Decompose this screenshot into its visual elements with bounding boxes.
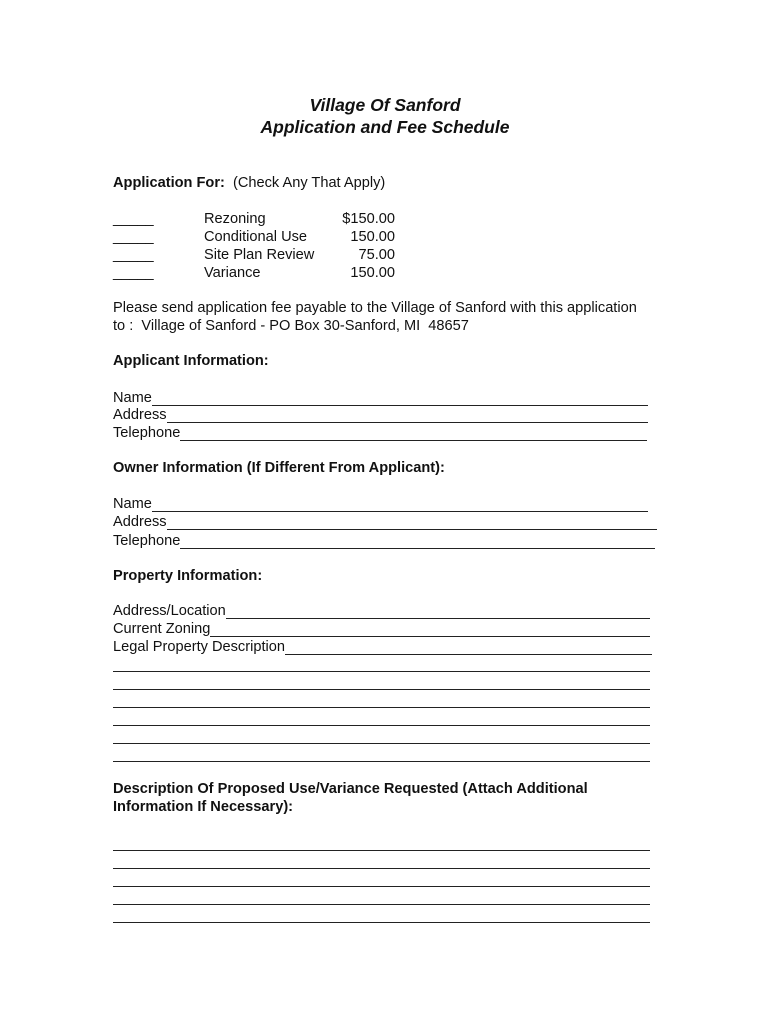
property-address-field[interactable] [113,602,650,620]
applicant-address-field[interactable] [113,406,648,424]
legal-description-line[interactable] [113,725,650,726]
fee-amount: $150.00 [342,211,395,227]
legal-description-field[interactable] [113,638,652,656]
legal-description-line[interactable] [113,743,650,744]
legal-description-line[interactable] [113,689,650,690]
fee-amount: 150.00 [350,229,395,245]
legal-description-line[interactable] [113,761,650,762]
fill-line[interactable] [167,515,657,530]
fee-amount: 75.00 [358,247,395,263]
legal-description-line[interactable] [113,707,650,708]
field-label: Name [113,496,152,512]
description-heading-line-1: Description Of Proposed Use/Variance Requested (Attach Additional [113,781,588,797]
form-title [0,94,770,138]
fill-line[interactable] [152,497,648,512]
description-line[interactable] [113,922,650,923]
fill-line[interactable] [226,604,650,619]
application-for-label: Application For: [113,175,225,191]
fee-row-site-plan-review[interactable] [113,246,413,264]
check-blank[interactable]: _____ [113,265,154,281]
fee-item-name: Variance [204,265,261,281]
description-line[interactable] [113,904,650,905]
fee-row-rezoning[interactable] [113,210,413,228]
payment-note-line-2: to : Village of Sanford - PO Box 30-Sanford, MI 48657 [113,318,469,334]
owner-name-field[interactable] [113,495,648,513]
legal-description-line[interactable] [113,671,650,672]
field-label: Address [113,407,167,423]
description-line[interactable] [113,868,650,869]
description-line[interactable] [113,886,650,887]
check-blank[interactable]: _____ [113,229,154,245]
application-for-line [113,175,385,191]
title-line-1: Village Of Sanford [309,95,461,115]
owner-address-field[interactable] [113,513,657,531]
field-label: Current Zoning [113,621,211,637]
check-blank[interactable]: _____ [113,247,154,263]
fill-line[interactable] [152,391,648,406]
current-zoning-field[interactable] [113,620,650,638]
check-blank[interactable]: _____ [113,211,154,227]
field-label: Telephone [113,533,181,549]
applicant-heading: Applicant Information: [113,353,269,369]
applicant-name-field[interactable] [113,389,648,407]
owner-heading: Owner Information (If Different From Applicant): [113,460,445,476]
field-label: Address/Location [113,603,226,619]
fill-line[interactable] [210,622,650,637]
fill-line[interactable] [167,408,648,423]
description-line[interactable] [113,850,650,851]
field-label: Address [113,514,167,530]
description-heading-line-2: Information If Necessary): [113,799,294,815]
fill-line[interactable] [180,534,655,549]
field-label: Telephone [113,425,181,441]
fee-item-name: Conditional Use [204,229,308,245]
fee-row-variance[interactable] [113,264,413,282]
fee-row-conditional-use[interactable] [113,228,413,246]
field-label: Legal Property Description [113,639,285,655]
title-line-2: Application and Fee Schedule [260,117,510,137]
application-for-note: (Check Any That Apply) [233,175,386,191]
payment-note-line-1: Please send application fee payable to the Village of Sanford with this application [113,300,637,316]
property-heading: Property Information: [113,568,263,584]
fill-line[interactable] [285,640,652,655]
fee-amount: 150.00 [350,265,395,281]
field-label: Name [113,390,152,406]
fill-line[interactable] [180,426,647,441]
applicant-telephone-field[interactable] [113,424,647,442]
fee-item-name: Rezoning [204,211,266,227]
owner-telephone-field[interactable] [113,532,655,550]
fee-item-name: Site Plan Review [204,247,315,263]
